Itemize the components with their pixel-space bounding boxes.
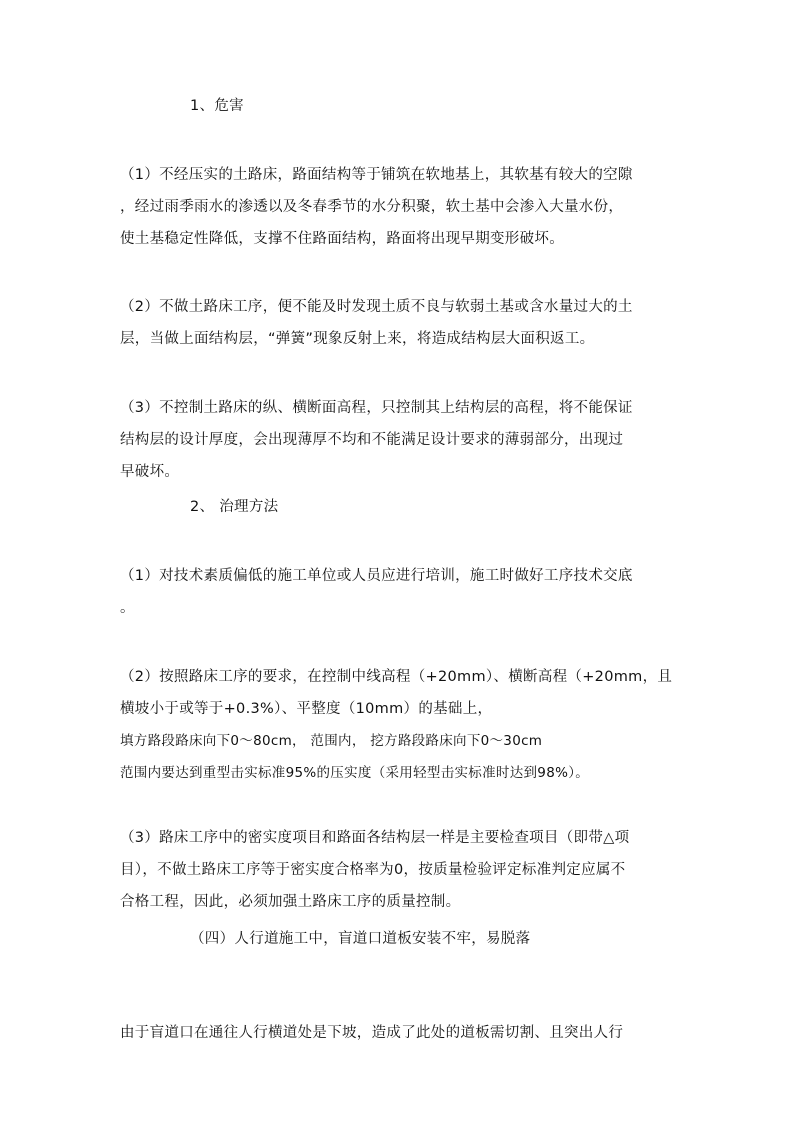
paragraph-line: ，经过雨季雨水的渗透以及冬春季节的水分积聚，软土基中会渗入大量水份， <box>120 199 624 215</box>
paragraph-line: （3）路床工序中的密实度项目和路面各结构层一样是主要检查项目（即带△项 <box>120 830 630 846</box>
paragraph-line: 早破坏。 <box>120 464 180 480</box>
paragraph-line: （2）按照路床工序的要求，在控制中线高程（+20mm）、横断高程（+20mm，且 <box>120 669 673 685</box>
paragraph-line: （1）对技术素质偏低的施工单位或人员应进行培训，施工时做好工序技术交底 <box>120 568 633 584</box>
paragraph-line: （3）不控制土路床的纵、横断面高程，只控制其上结构层的高程，将不能保证 <box>120 400 633 416</box>
section-heading-sidewalk: （四）人行道施工中，盲道口道板安装不牢，易脱落 <box>190 931 531 947</box>
paragraph-line: 填方路段路床向下0～80cm， 范围内， 挖方路段路床向下0～30cm <box>120 733 543 749</box>
section-heading-hazards: 1、危害 <box>190 98 244 114</box>
paragraph-line: 合格工程，因此，必须加强土路床工序的质量控制。 <box>120 894 461 910</box>
paragraph-line: 层，当做上面结构层，“弹簧”现象反射上来，将造成结构层大面积返工。 <box>120 331 595 347</box>
section-heading-remedy: 2、 治理方法 <box>190 499 279 515</box>
paragraph-line: 目），不做土路床工序等于密实度合格率为0，按质量检验评定标准判定应属不 <box>120 862 626 878</box>
paragraph-line: 结构层的设计厚度，会出现薄厚不均和不能满足设计要求的薄弱部分，出现过 <box>120 432 624 448</box>
paragraph-line: 横坡小于或等于+0.3%）、平整度（10mm）的基础上， <box>120 701 493 717</box>
paragraph-line: 由于盲道口在通往人行横道处是下坡，造成了此处的道板需切割、且突出人行 <box>120 1025 624 1041</box>
paragraph-line: 。 <box>120 600 135 616</box>
paragraph-line: 使土基稳定性降低，支撑不住路面结构，路面将出现早期变形破坏。 <box>120 231 564 247</box>
paragraph-line: （1）不经压实的土路床，路面结构等于铺筑在软地基上，其软基有较大的空隙 <box>120 167 633 183</box>
paragraph-line: （2）不做土路床工序，便不能及时发现土质不良与软弱土基或含水量过大的土 <box>120 299 633 315</box>
paragraph-line: 范围内要达到重型击实标准95%的压实度（采用轻型击实标准时达到98%）。 <box>120 765 590 781</box>
